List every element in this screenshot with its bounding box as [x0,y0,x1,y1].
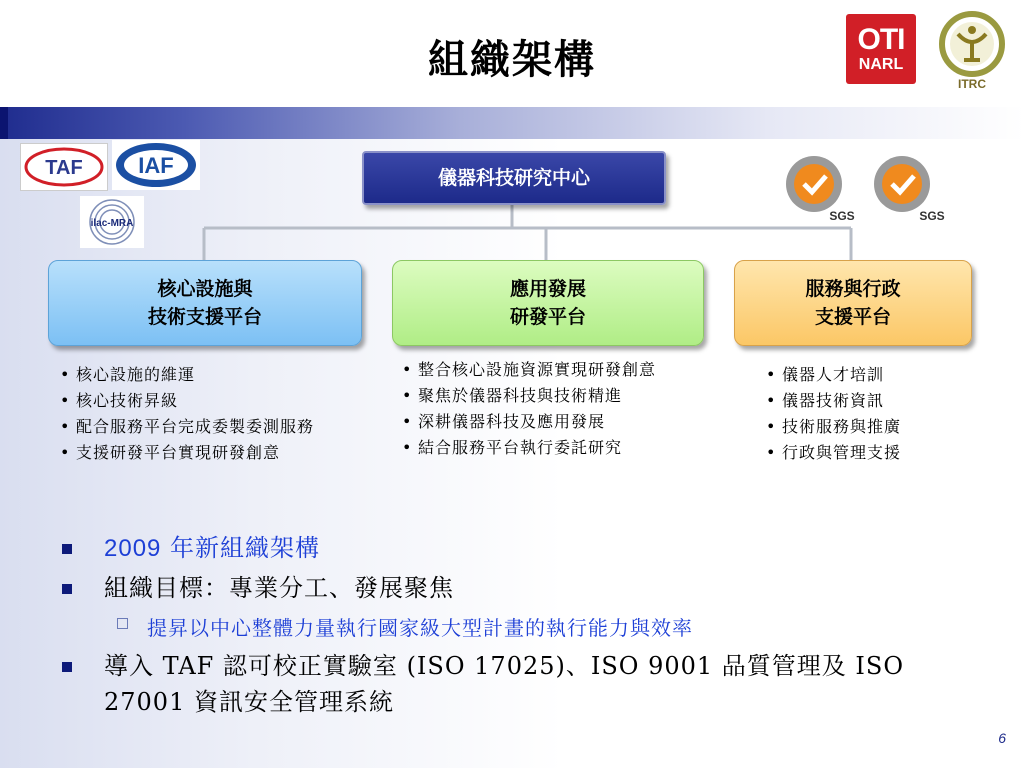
list-item: • 儀器人才培訓 [762,362,972,388]
list-item: • 結合服務平台執行委託研究 [398,435,698,461]
list-item: • 核心設施的維運 [56,362,356,388]
list-item: • 技術服務與推廣 [762,414,972,440]
list-item: • 支援研發平台實現研發創意 [56,440,356,466]
list-item: • 深耕儀器科技及應用發展 [398,409,698,435]
bullet-text [104,532,320,565]
core-list [56,362,356,466]
app-box-line2: 研發平台 [509,306,586,328]
iaf-logo-text: IAF [138,153,174,178]
hollow-square-bullet-icon [117,618,128,629]
page-number: 6 [998,730,1006,746]
list-item: • 行政與管理支援 [762,440,972,466]
svc-box-line2: 支援平台 [814,306,891,328]
slide-title: 組織架構 [428,36,596,83]
square-bullet-icon [62,662,72,672]
ilac-logo-text: ilac-MRA [90,218,134,229]
core-platform-box [48,260,362,346]
app-box-line1: 應用發展 [509,278,586,300]
bullet-text: 導入 TAF 認可校正實驗室 (ISO 17025)、ISO 9001 品質管理及 ISO 27001 資訊安全管理系統 [104,652,905,716]
list-item: • 配合服務平台完成委製委測服務 [56,414,356,440]
service-platform-box [734,260,972,346]
sgs-logo-text-2: SGS [919,209,945,223]
bullet-year: 2009 [104,535,162,562]
list-item: • 整合核心設施資源實現研發創意 [398,357,698,383]
sgs-logo-text-1: SGS [829,209,855,223]
square-bullet-icon [62,584,72,594]
taf-logo-text: TAF [45,157,83,179]
narl-logo-mark: OTI [857,23,905,56]
center-box: 儀器科技研究中心 [362,151,666,205]
list-item: • 核心技術昇級 [56,388,356,414]
core-box-line2: 技術支援平台 [147,306,262,328]
itrc-logo-text: ITRC [958,77,986,91]
sub-bullet-text: 提昇以中心整體力量執行國家級大型計畫的執行能力與效率 [147,616,693,640]
svc-list [762,362,972,466]
core-box-line1: 核心設施與 [157,278,253,300]
app-list [398,357,698,461]
bullet-text: 組織目標：專業分工、發展聚焦 [104,574,454,602]
svc-box-line1: 服務與行政 [805,278,901,300]
square-bullet-icon [62,544,72,554]
list-item: • 聚焦於儀器科技與技術精進 [398,383,698,409]
narl-logo-text: NARL [858,56,904,73]
bullet-year-text: 年新組織架構 [161,534,321,562]
list-item: • 儀器技術資訊 [762,388,972,414]
app-platform-box [392,260,704,346]
